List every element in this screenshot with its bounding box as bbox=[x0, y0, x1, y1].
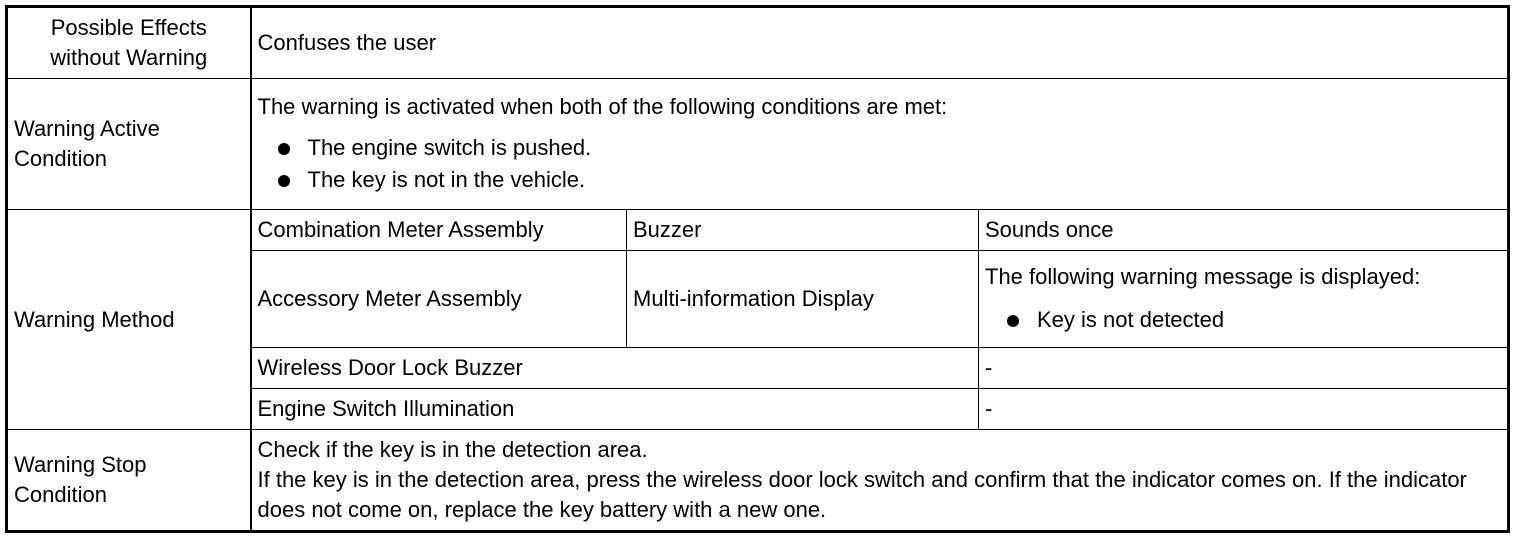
stop-condition-line2: If the key is in the detection area, press the wireless door lock switch and confirm that the indicator comes on. If the indicator does not come on, replace the key battery with a new one. bbox=[257, 467, 1467, 522]
bullet-dot-icon bbox=[278, 175, 290, 187]
row-warning-active-condition bbox=[7, 79, 1509, 210]
warning-stop-condition-label bbox=[7, 430, 251, 532]
row-method-combination-meter bbox=[7, 210, 1509, 251]
row-possible-effects bbox=[7, 7, 1509, 79]
list-item bbox=[258, 164, 1502, 196]
method-device: Engine Switch Illumination bbox=[251, 389, 979, 430]
active-condition-intro: The warning is activated when both of the following conditions are met: bbox=[257, 94, 948, 119]
active-condition-text: The engine switch is pushed. bbox=[307, 135, 592, 160]
row-warning-stop-condition bbox=[7, 430, 1509, 532]
method-component: Buzzer bbox=[627, 210, 979, 251]
bullet-dot-icon bbox=[1007, 315, 1019, 327]
active-condition-text: The key is not in the vehicle. bbox=[307, 167, 586, 192]
warning-stop-label-line2: Condition bbox=[14, 482, 107, 507]
method-device: Wireless Door Lock Buzzer bbox=[251, 348, 979, 389]
warning-stop-label-line1: Warning Stop bbox=[14, 452, 147, 477]
method-device: Combination Meter Assembly bbox=[251, 210, 627, 251]
possible-effects-label-line1: Possible Effects bbox=[50, 15, 207, 40]
warning-spec-table bbox=[5, 5, 1510, 533]
list-item bbox=[258, 132, 1502, 164]
warning-active-condition-value bbox=[251, 79, 1509, 210]
method-device: Accessory Meter Assembly bbox=[251, 251, 627, 348]
stop-condition-line1: Check if the key is in the detection area. bbox=[257, 437, 648, 462]
method-component: Multi-information Display bbox=[627, 251, 979, 348]
method-action: - bbox=[979, 389, 1509, 430]
possible-effects-value: Confuses the user bbox=[251, 7, 1509, 79]
method-action-message bbox=[979, 251, 1509, 348]
method-action: Sounds once bbox=[979, 210, 1509, 251]
warning-active-label-line2: Condition bbox=[14, 146, 107, 171]
method-action: - bbox=[979, 348, 1509, 389]
warning-stop-condition-value bbox=[251, 430, 1509, 532]
bullet-dot-icon bbox=[278, 143, 290, 155]
warning-active-label-line1: Warning Active bbox=[14, 116, 160, 141]
active-condition-list bbox=[258, 132, 1502, 196]
warning-message-text: Key is not detected bbox=[1037, 307, 1225, 332]
warning-method-label: Warning Method bbox=[7, 210, 251, 430]
warning-message-list bbox=[985, 304, 1501, 336]
list-item bbox=[985, 304, 1501, 336]
possible-effects-label-line2: without Warning bbox=[50, 45, 208, 70]
possible-effects-label bbox=[7, 7, 251, 79]
warning-active-condition-label bbox=[7, 79, 251, 210]
method-action: The following warning message is displayed: bbox=[985, 264, 1421, 289]
